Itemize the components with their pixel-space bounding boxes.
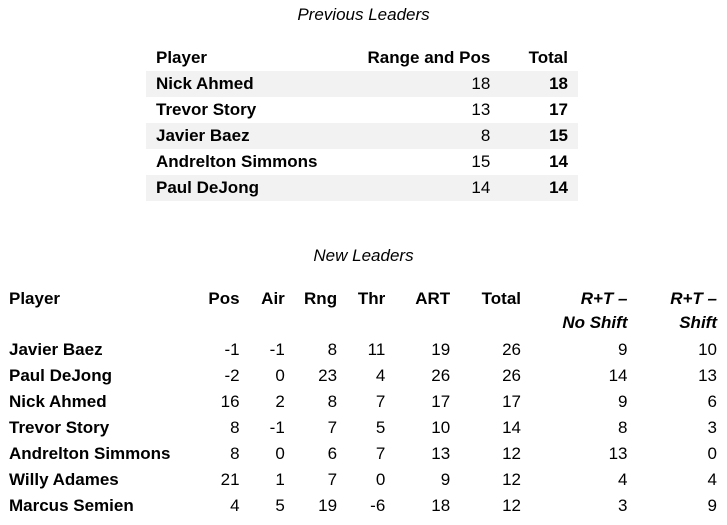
total-value: 12 <box>502 496 522 515</box>
total-value: 26 <box>502 366 522 385</box>
total-value: 17 <box>549 100 568 119</box>
table-row <box>0 493 727 519</box>
air-value: 0 <box>275 444 285 463</box>
header-player: Player <box>156 48 208 67</box>
total-value: 12 <box>502 470 522 489</box>
art-value: 13 <box>431 444 451 463</box>
art-value: 19 <box>431 340 451 359</box>
header-rt-no-shift-line1: R+T – <box>580 289 628 308</box>
header-rt-shift-line1: R+T – <box>670 289 717 308</box>
thr-value: 11 <box>367 340 386 359</box>
rng-value: 23 <box>318 366 338 385</box>
table-row <box>146 149 578 175</box>
table-row <box>0 389 727 415</box>
player-name: Andrelton Simmons <box>156 152 318 171</box>
air-value: -1 <box>269 418 285 437</box>
air-value: -1 <box>269 340 285 359</box>
header-player: Player <box>9 289 61 308</box>
player-name: Nick Ahmed <box>146 71 343 97</box>
rng-value: 7 <box>327 418 338 437</box>
rt-no-shift-value: 3 <box>618 496 628 515</box>
total-value: 14 <box>549 152 568 171</box>
range-and-pos-value: 18 <box>343 71 490 97</box>
header-range-and-pos: Range and Pos <box>367 48 491 67</box>
player-name: Trevor Story <box>156 100 257 119</box>
rng-value: 8 <box>327 392 338 411</box>
table-row <box>146 123 578 149</box>
range-and-pos-value: 13 <box>471 100 491 119</box>
player-name: Javier Baez <box>9 340 103 359</box>
pos-value: 8 <box>230 418 240 437</box>
table-row <box>0 337 727 363</box>
table-row <box>146 97 578 123</box>
player-name: Trevor Story <box>9 418 110 437</box>
thr-value: -6 <box>370 496 386 515</box>
total-value: 15 <box>490 123 578 149</box>
previous-leaders-header-row <box>146 45 578 71</box>
thr-value: 7 <box>375 392 386 411</box>
rt-no-shift-value: 4 <box>618 470 628 489</box>
rt-no-shift-value: 14 <box>608 366 628 385</box>
air-value: 0 <box>275 366 285 385</box>
range-and-pos-value: 14 <box>343 175 490 201</box>
art-value: 18 <box>431 496 451 515</box>
total-value: 18 <box>490 71 578 97</box>
player-name: Andrelton Simmons <box>9 444 171 463</box>
previous-leaders-table <box>146 45 578 201</box>
rng-value: 8 <box>327 340 338 359</box>
range-and-pos-value: 8 <box>343 123 490 149</box>
header-total: Total <box>481 289 522 308</box>
art-value: 26 <box>431 366 451 385</box>
table-row <box>146 175 578 201</box>
rt-shift-value: 0 <box>707 444 717 463</box>
rng-value: 6 <box>327 444 338 463</box>
total-value: 12 <box>502 444 522 463</box>
header-rng: Rng <box>304 289 338 308</box>
total-value: 26 <box>502 340 522 359</box>
pos-value: 4 <box>230 496 240 515</box>
rt-shift-value: 10 <box>698 340 717 359</box>
player-name: Marcus Semien <box>9 496 134 515</box>
header-air: Air <box>261 289 285 308</box>
rt-shift-value: 4 <box>707 470 717 489</box>
rt-shift-value: 6 <box>707 392 717 411</box>
art-value: 17 <box>431 392 451 411</box>
player-name: Nick Ahmed <box>9 392 107 411</box>
air-value: 5 <box>275 496 285 515</box>
header-rt-no-shift-line2: No Shift <box>562 313 628 332</box>
player-name: Paul DeJong <box>9 366 112 385</box>
table-row <box>0 415 727 441</box>
rt-shift-value: 9 <box>707 496 717 515</box>
pos-value: -1 <box>224 340 240 359</box>
rt-no-shift-value: 9 <box>618 340 628 359</box>
rt-shift-value: 3 <box>707 418 717 437</box>
air-value: 1 <box>275 470 285 489</box>
header-thr: Thr <box>357 289 386 308</box>
thr-value: 4 <box>375 366 386 385</box>
previous-leaders-caption: Previous Leaders <box>297 5 430 24</box>
thr-value: 5 <box>375 418 386 437</box>
total-value: 14 <box>502 418 522 437</box>
total-value: 14 <box>490 175 578 201</box>
player-name: Paul DeJong <box>146 175 343 201</box>
pos-value: 21 <box>220 470 240 489</box>
rng-value: 19 <box>318 496 338 515</box>
pos-value: 16 <box>220 392 240 411</box>
header-rt-shift <box>627 287 727 337</box>
rt-no-shift-value: 9 <box>618 392 628 411</box>
header-rt-shift-line2: Shift <box>679 313 717 332</box>
thr-value: 0 <box>375 470 386 489</box>
rng-value: 7 <box>327 470 338 489</box>
player-name: Javier Baez <box>146 123 343 149</box>
rt-no-shift-value: 13 <box>608 444 628 463</box>
new-leaders-table <box>0 287 727 519</box>
total-value: 17 <box>502 392 522 411</box>
art-value: 9 <box>440 470 451 489</box>
header-pos: Pos <box>208 289 240 308</box>
header-art: ART <box>415 289 451 308</box>
rt-no-shift-value: 8 <box>618 418 628 437</box>
header-total: Total <box>528 48 568 67</box>
range-and-pos-value: 15 <box>471 152 491 171</box>
table-row <box>0 441 727 467</box>
air-value: 2 <box>275 392 285 411</box>
table-row <box>0 363 727 389</box>
table-row <box>146 71 578 97</box>
header-rt-no-shift <box>521 287 627 337</box>
rt-shift-value: 13 <box>698 366 717 385</box>
player-name: Willy Adames <box>9 470 119 489</box>
table-row <box>0 467 727 493</box>
thr-value: 7 <box>375 444 386 463</box>
new-leaders-header-row <box>0 287 727 337</box>
new-leaders-caption: New Leaders <box>313 246 414 265</box>
pos-value: -2 <box>224 366 240 385</box>
art-value: 10 <box>431 418 451 437</box>
pos-value: 8 <box>230 444 240 463</box>
